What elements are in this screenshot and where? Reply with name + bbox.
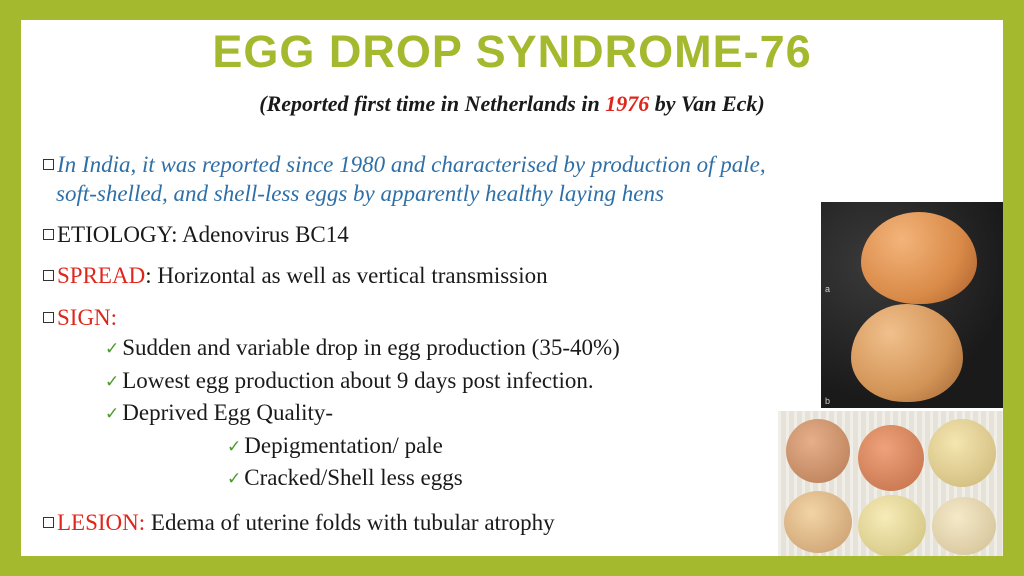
square-bullet-icon — [43, 229, 54, 240]
bullet-sign — [43, 303, 117, 332]
bullet-lesion — [43, 508, 555, 537]
pale-egg-image — [784, 491, 852, 553]
sign-item — [105, 366, 594, 397]
bullet-india — [43, 150, 853, 208]
shell-less-egg-image — [932, 497, 996, 555]
quality-item-text: Cracked/Shell less eggs — [244, 465, 463, 490]
subtitle-year: 1976 — [605, 91, 650, 116]
etiology-text: ETIOLOGY: Adenovirus BC14 — [57, 222, 349, 247]
square-bullet-icon — [43, 270, 54, 281]
spread-text: : Horizontal as well as vertical transmission — [145, 263, 548, 288]
checkmark-icon: ✓ — [105, 339, 120, 358]
india-line-1: In India, it was reported since 1980 and characterised by production of pale, — [57, 152, 766, 177]
eggs-photo-dark — [821, 202, 1003, 408]
photo-label-a: a — [825, 284, 831, 294]
subtitle-post: by Van Eck) — [649, 91, 765, 116]
checkmark-icon: ✓ — [227, 469, 242, 488]
sign-item — [105, 333, 620, 364]
brown-egg-image — [858, 425, 924, 491]
sign-item-text: Lowest egg production about 9 days post infection. — [122, 368, 594, 393]
spread-label: SPREAD — [57, 263, 146, 288]
lesion-label: LESION: — [57, 510, 146, 535]
checkmark-icon: ✓ — [227, 437, 242, 456]
wrinkled-egg-image — [851, 304, 963, 402]
brown-egg-image — [861, 212, 977, 304]
slide-subtitle — [21, 90, 1003, 118]
square-bullet-icon — [43, 159, 54, 170]
india-line-2: soft-shelled, and shell-less eggs by apparently healthy laying hens — [56, 181, 664, 206]
pale-egg-image — [858, 495, 926, 556]
photo-label-b: b — [825, 396, 831, 406]
sign-item-text: Sudden and variable drop in egg production (35-40%) — [122, 335, 620, 360]
quality-item-text: Depigmentation/ pale — [244, 433, 443, 458]
quality-item — [227, 431, 443, 462]
checkmark-icon: ✓ — [105, 372, 120, 391]
slide — [21, 20, 1003, 556]
bullet-spread — [43, 261, 548, 290]
cracked-egg-image — [786, 419, 850, 483]
square-bullet-icon — [43, 312, 54, 323]
quality-item — [227, 463, 463, 494]
square-bullet-icon — [43, 517, 54, 528]
subtitle-pre: (Reported first time in Netherlands in — [259, 91, 606, 116]
checkmark-icon: ✓ — [105, 404, 120, 423]
lesion-text: Edema of uterine folds with tubular atrophy — [145, 510, 555, 535]
slide-title: EGG DROP SYNDROME-76 — [212, 26, 812, 77]
bullet-etiology — [43, 220, 349, 249]
pale-egg-image — [928, 419, 996, 487]
sign-item — [105, 398, 333, 429]
eggs-tray-photo — [778, 411, 1003, 556]
sign-item-text: Deprived Egg Quality- — [122, 400, 334, 425]
sign-label: SIGN: — [57, 305, 118, 330]
